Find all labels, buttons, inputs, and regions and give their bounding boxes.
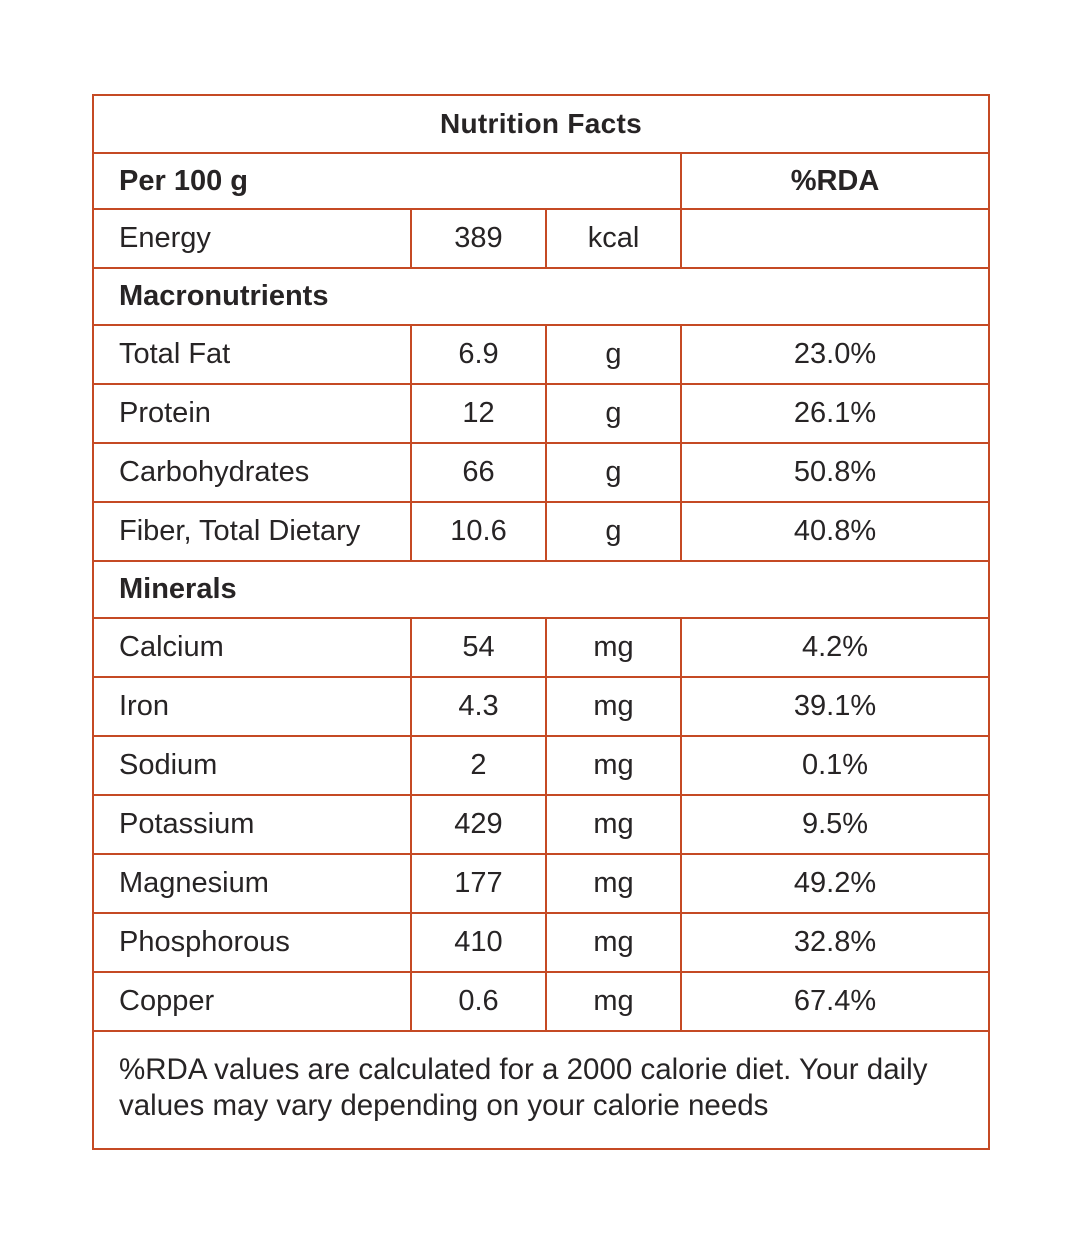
nutrient-label: Carbohydrates [93,443,411,502]
nutrient-unit: mg [546,736,681,795]
table-row [93,443,989,502]
nutrient-label: Total Fat [93,325,411,384]
nutrient-value: 6.9 [411,325,546,384]
table-row [93,153,989,209]
nutrient-rda: 9.5% [681,795,989,854]
nutrient-label: Fiber, Total Dietary [93,502,411,561]
nutrient-value: 10.6 [411,502,546,561]
nutrient-label: Protein [93,384,411,443]
table-row [93,1031,989,1149]
section-title: Minerals [93,561,989,618]
nutrition-facts-table [92,94,990,1150]
nutrient-value: 410 [411,913,546,972]
nutrient-rda: 50.8% [681,443,989,502]
nutrient-value: 12 [411,384,546,443]
nutrient-label: Magnesium [93,854,411,913]
nutrient-label: Calcium [93,618,411,677]
nutrient-value: 0.6 [411,972,546,1031]
table-row [93,618,989,677]
nutrient-value: 429 [411,795,546,854]
nutrient-unit: kcal [546,209,681,268]
nutrient-unit: mg [546,913,681,972]
nutrient-value: 389 [411,209,546,268]
nutrient-unit: mg [546,972,681,1031]
table-row [93,677,989,736]
table-row [93,384,989,443]
nutrient-label: Iron [93,677,411,736]
table-row [93,854,989,913]
nutrient-rda: 40.8% [681,502,989,561]
section-title: Macronutrients [93,268,989,325]
nutrient-label: Phosphorous [93,913,411,972]
section-header-minerals [93,561,989,618]
rda-footnote: %RDA values are calculated for a 2000 calorie diet. Your daily values may vary depending on your calorie needs [93,1031,989,1149]
nutrient-rda: 67.4% [681,972,989,1031]
nutrient-rda: 39.1% [681,677,989,736]
nutrient-rda: 23.0% [681,325,989,384]
nutrient-value: 54 [411,618,546,677]
nutrient-rda: 4.2% [681,618,989,677]
nutrient-unit: g [546,384,681,443]
nutrient-value: 4.3 [411,677,546,736]
serving-size-header: Per 100 g [93,153,681,209]
rda-column-header: %RDA [681,153,989,209]
nutrient-value: 177 [411,854,546,913]
table-row [93,502,989,561]
table-row [93,972,989,1031]
nutrient-rda [681,209,989,268]
section-header-macronutrients [93,268,989,325]
nutrient-unit: g [546,502,681,561]
nutrient-label: Potassium [93,795,411,854]
table-row [93,795,989,854]
table-row [93,736,989,795]
nutrient-rda: 32.8% [681,913,989,972]
nutrient-rda: 26.1% [681,384,989,443]
nutrient-unit: mg [546,677,681,736]
table-row [93,95,989,153]
nutrient-value: 66 [411,443,546,502]
nutrient-value: 2 [411,736,546,795]
nutrient-rda: 49.2% [681,854,989,913]
table-row [93,325,989,384]
table-row-energy [93,209,989,268]
nutrient-unit: g [546,443,681,502]
nutrient-unit: mg [546,854,681,913]
nutrient-unit: mg [546,795,681,854]
nutrient-unit: g [546,325,681,384]
page-title: Nutrition Facts [93,95,989,153]
nutrient-label: Sodium [93,736,411,795]
nutrient-unit: mg [546,618,681,677]
table-row [93,913,989,972]
nutrient-rda: 0.1% [681,736,989,795]
nutrient-label: Copper [93,972,411,1031]
nutrient-label: Energy [93,209,411,268]
